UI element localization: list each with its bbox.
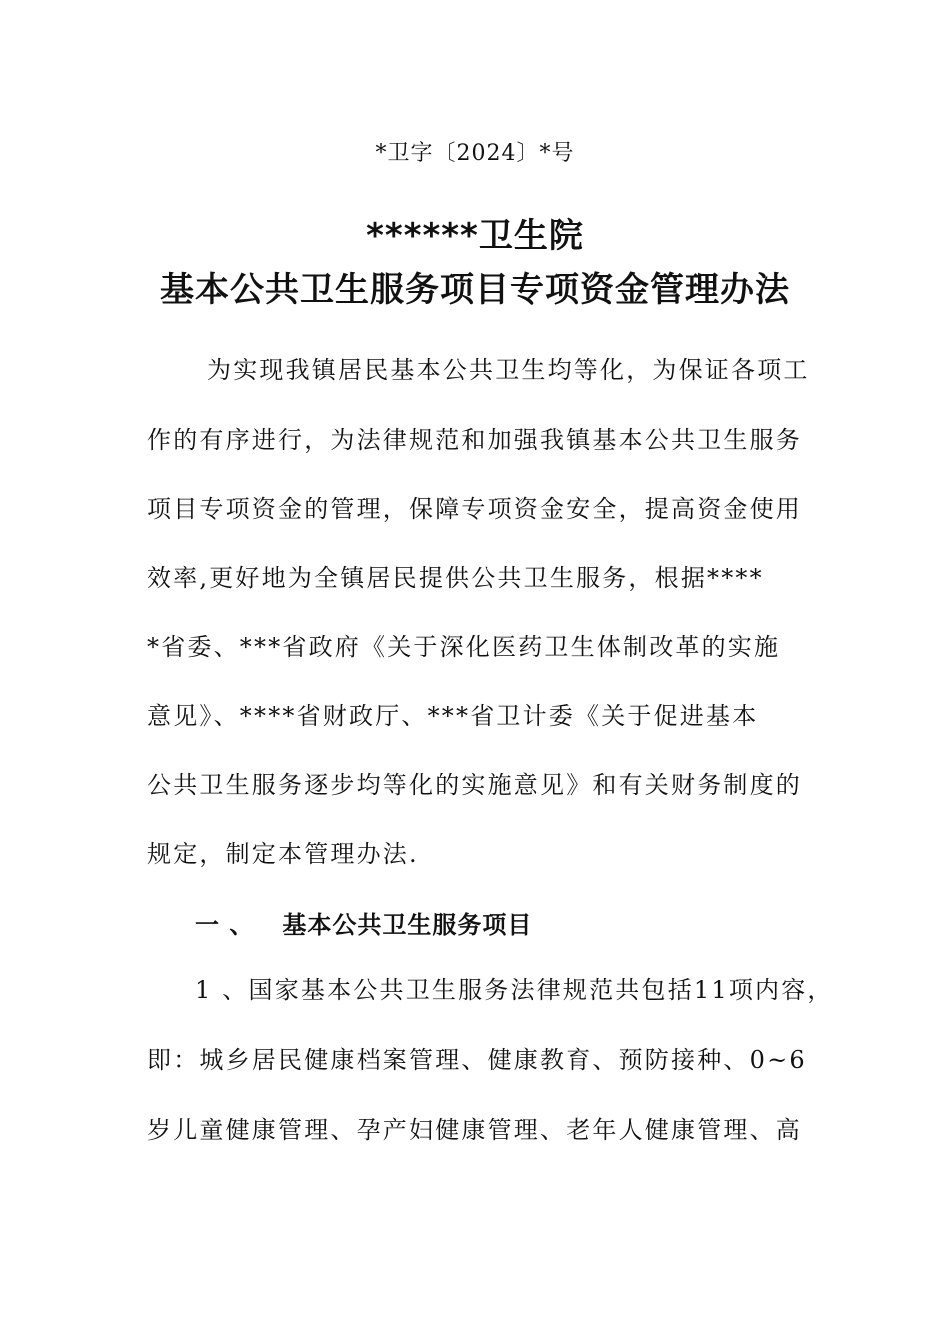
- paragraph-line: 效率,更好地为全镇居民提供公共卫生服务，根据****: [147, 564, 764, 592]
- document-number: *卫字〔2024〕*号: [375, 141, 575, 166]
- paragraph-line: *省委、***省政府《关于深化医药卫生体制改革的实施: [147, 633, 781, 661]
- document-title-line-1: ******卫生院: [366, 216, 584, 256]
- section-number: 一 、: [195, 911, 255, 939]
- paragraph-line: 规定，制定本管理办法.: [147, 840, 419, 868]
- paragraph-line: 1 、国家基本公共卫生服务法律规范共包括11项内容，: [195, 976, 834, 1004]
- section-heading: [195, 905, 532, 940]
- paragraph-line: 公共卫生服务逐步均等化的实施意见》和有关财务制度的: [147, 771, 802, 799]
- document-title-line-2: 基本公共卫生服务项目专项资金管理办法: [160, 270, 790, 310]
- paragraph-line: 为实现我镇居民基本公共卫生均等化，为保证各项工: [207, 356, 810, 384]
- paragraph-line: 即：城乡居民健康档案管理、健康教育、预防接种、0~6: [147, 1046, 807, 1074]
- paragraph-line: 作的有序进行，为法律规范和加强我镇基本公共卫生服务: [147, 426, 802, 454]
- section-title: 基本公共卫生服务项目: [282, 911, 533, 939]
- paragraph-line: 岁儿童健康管理、孕产妇健康管理、老年人健康管理、高: [147, 1116, 802, 1144]
- paragraph-line: 意见》、****省财政厅、***省卫计委《关于促进基本: [147, 702, 759, 730]
- paragraph-line: 项目专项资金的管理，保障专项资金安全，提高资金使用: [147, 495, 802, 523]
